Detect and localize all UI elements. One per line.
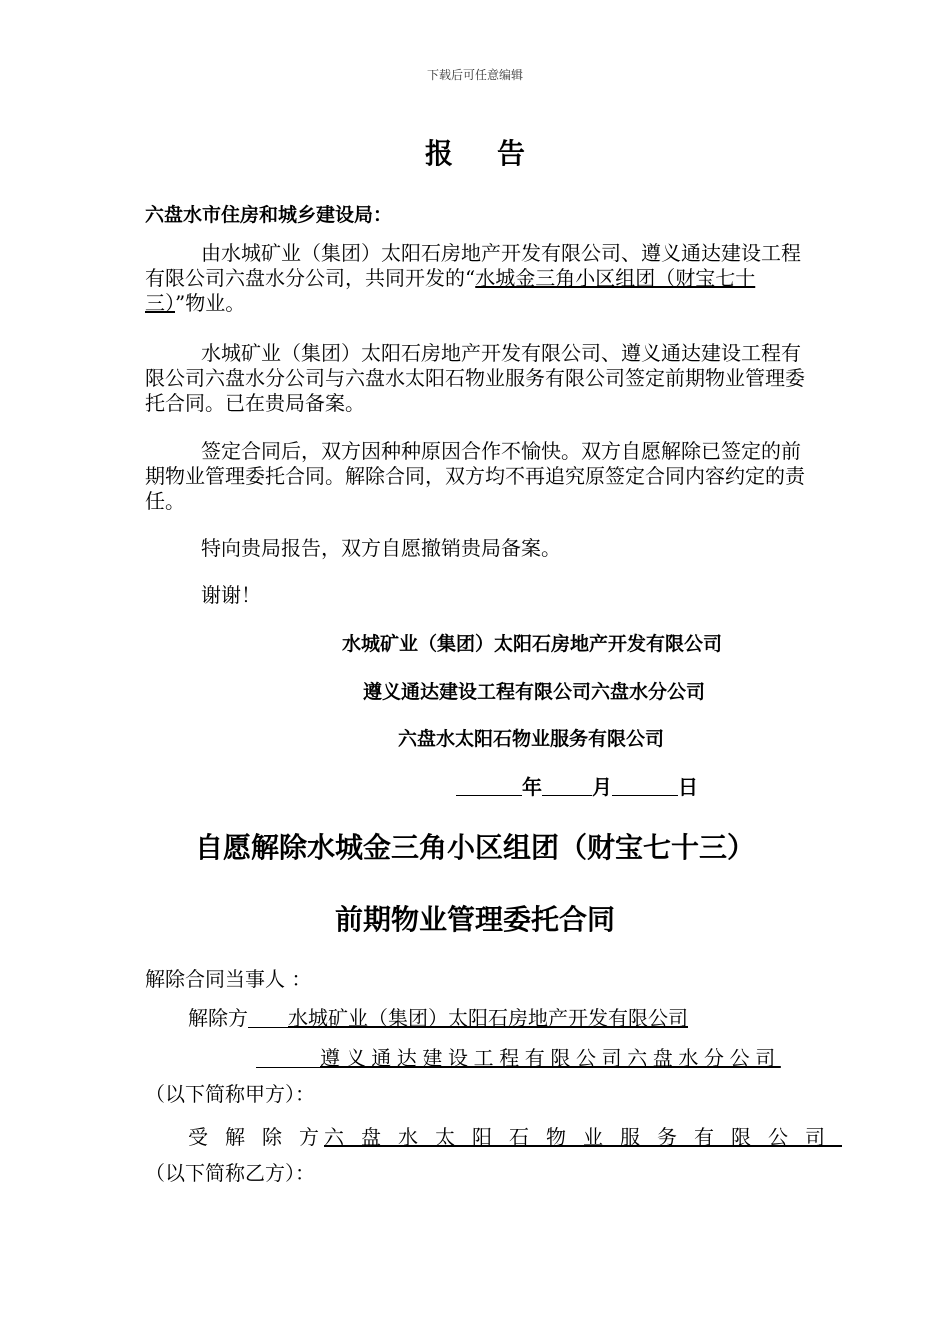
project-name: 水城金三角小区组团（财宝七十三） [145,266,756,315]
paragraph-1-end: ”物业。 [175,291,246,315]
party-a-name-1: 水城矿业（集团）太阳石房地产开发有限公司 [288,1006,688,1030]
signatory-2: 遵义通达建设工程有限公司六盘水分公司 [363,681,706,703]
party-b-label: 受解除方 [188,1125,336,1149]
date-line [456,771,698,800]
signatory-3: 六盘水太阳石物业服务有限公司 [398,728,665,750]
report-thanks: 谢谢！ [201,583,261,607]
contract-title-line-2: 前期物业管理委托合同 [334,903,615,936]
day-blank [612,775,678,796]
party-a-name-2: 遵义通达建设工程有限公司六盘水分公司 [320,1046,781,1070]
party-a-line-1 [188,1002,688,1031]
party-a-gap [248,1007,288,1028]
party-a-abbreviation: （以下简称甲方）： [145,1082,315,1106]
party-b-line [324,1121,842,1150]
year-blank [456,775,522,796]
party-b-name: 六盘水太阳石物业服务有限公司 [324,1125,842,1149]
paragraph-1-start: 由水城矿业（集团）太阳石房地产开发有限公司、遵义通达建设工程有限公司六盘水分公司，共同开发的“ [145,241,801,290]
report-paragraph-2: 水城矿业（集团）太阳石房地产开发有限公司、遵义通达建设工程有限公司六盘水分公司与六盘水太阳石物业服务有限公司签定前期物业管理委托合同。已在贵局备案。 [145,341,805,415]
header-note: 下载后可任意编辑 [426,68,523,82]
party-a-line-2 [256,1042,781,1071]
year-label: 年 [522,775,542,799]
contract-title-line-1: 自愿解除水城金三角小区组团（财宝七十三） [194,831,755,864]
report-paragraph-4: 特向贵局报告，双方自愿撤销贵局备案。 [201,536,561,560]
party-b-abbreviation: （以下简称乙方）： [145,1161,315,1185]
report-paragraph-3: 签定合同后，双方因种种原因合作不愉快。双方自愿解除已签定的前期物业管理委托合同。解除合同，双方均不再追究原签定合同内容约定的责任。 [145,439,805,513]
day-label: 日 [678,775,698,799]
month-blank [542,775,592,796]
party-a-label: 解除方 [188,1006,248,1030]
report-title: 报告 [424,137,569,170]
party-a-gap-2 [256,1047,320,1068]
parties-label: 解除合同当事人 ： [145,967,312,991]
signatory-1: 水城矿业（集团）太阳石房地产开发有限公司 [342,633,723,655]
month-label: 月 [592,775,612,799]
report-addressee: 六盘水市住房和城乡建设局： [145,204,393,226]
report-paragraph-1 [145,241,805,316]
